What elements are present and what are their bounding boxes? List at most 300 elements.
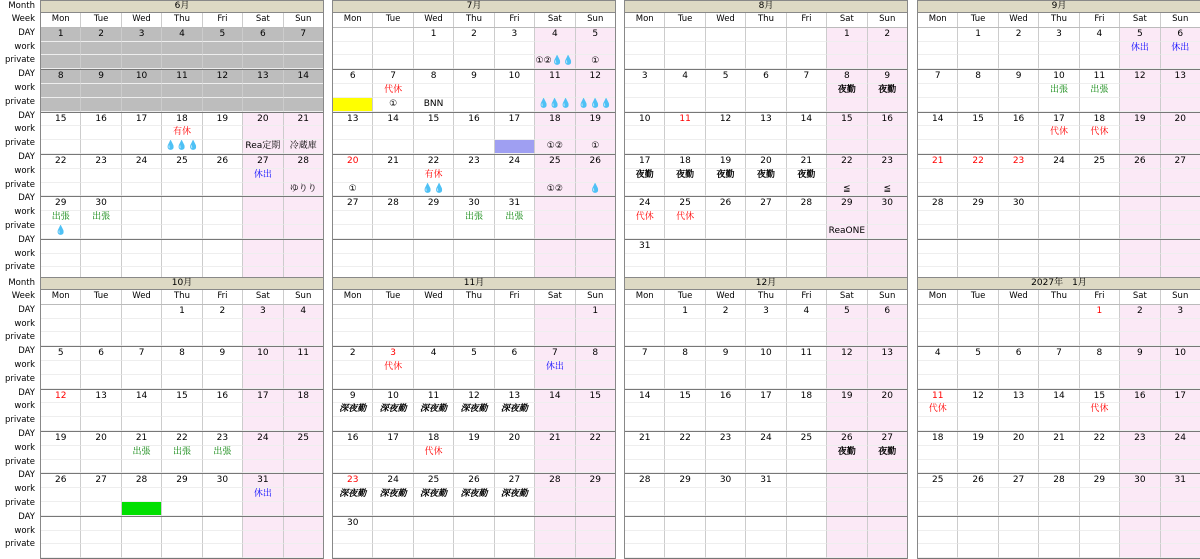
day-number: 28 (122, 474, 162, 488)
work-cell (706, 126, 746, 140)
day-number (284, 474, 323, 488)
private-cell (333, 332, 373, 346)
label-work: work (14, 165, 35, 176)
week-row-work (918, 42, 1200, 56)
day-number (284, 240, 323, 254)
work-cell: 出張 (162, 446, 202, 460)
work-cell: 有休 (162, 126, 202, 140)
day-number (1039, 197, 1079, 211)
private-cell (706, 140, 746, 154)
private-cell (162, 183, 202, 197)
private-cell (203, 417, 243, 431)
day-number: 12 (827, 347, 867, 361)
private-cell (535, 544, 575, 558)
private-cell (787, 140, 827, 154)
work-cell (999, 169, 1039, 183)
day-number: 3 (373, 347, 413, 361)
day-number: 11 (918, 390, 958, 404)
work-cell (243, 126, 283, 140)
work-cell (787, 126, 827, 140)
work-cell (1161, 84, 1200, 98)
empty-cell (454, 240, 494, 254)
week-row-private (625, 332, 907, 346)
day-number: 30 (706, 474, 746, 488)
work-cell (1120, 211, 1160, 225)
private-cell (162, 55, 202, 69)
day-number: 8 (162, 347, 202, 361)
work-cell (162, 42, 202, 56)
work-cell (576, 211, 615, 225)
label-work: work (14, 401, 35, 412)
day-number: 29 (162, 474, 202, 488)
day-number: 25 (787, 432, 827, 446)
week-row-work (918, 446, 1200, 460)
day-number: 19 (203, 113, 243, 127)
day-number: 8 (665, 347, 705, 361)
work-cell (625, 84, 665, 98)
private-cell (1080, 55, 1120, 69)
month-block (332, 277, 616, 559)
empty-cell (706, 517, 746, 531)
work-cell (203, 84, 243, 98)
work-cell (162, 488, 202, 502)
private-cell (373, 502, 413, 516)
day-number (1039, 305, 1079, 319)
day-number (333, 305, 373, 319)
work-cell (868, 42, 907, 56)
private-cell (918, 502, 958, 516)
week-row-days (625, 155, 907, 169)
work-cell (999, 211, 1039, 225)
empty-cell (918, 531, 958, 545)
week-row-days (333, 305, 615, 319)
week-row-days (918, 28, 1200, 42)
day-number: 8 (958, 70, 998, 84)
day-number: 23 (203, 432, 243, 446)
weekday-mon: Mon (41, 290, 81, 304)
private-cell (495, 544, 535, 558)
day-number: 19 (41, 432, 81, 446)
day-number: 2 (333, 347, 373, 361)
day-number: 3 (122, 28, 162, 42)
day-number: 15 (665, 390, 705, 404)
private-cell (535, 375, 575, 389)
day-number: 6 (1161, 28, 1200, 42)
weekday-tue: Tue (373, 290, 413, 304)
work-cell (333, 531, 373, 545)
work-cell (868, 211, 907, 225)
month-block (917, 0, 1200, 282)
private-cell (665, 183, 705, 197)
day-number: 21 (535, 432, 575, 446)
empty-cell (373, 254, 413, 268)
private-cell: ≦ (868, 183, 907, 197)
work-cell (827, 403, 867, 417)
work-cell: 出張 (495, 211, 535, 225)
work-cell (918, 319, 958, 333)
private-cell (414, 544, 454, 558)
day-number: 25 (1080, 155, 1120, 169)
private-cell: ①② (535, 140, 575, 154)
work-cell (576, 84, 615, 98)
empty-cell (787, 531, 827, 545)
week-row-work (918, 211, 1200, 225)
day-number: 3 (243, 305, 283, 319)
week-row-days (625, 70, 907, 84)
private-cell (81, 375, 121, 389)
private-cell (827, 55, 867, 69)
private-cell (333, 417, 373, 431)
work-cell (665, 319, 705, 333)
work-cell (625, 403, 665, 417)
work-cell: 夜勤 (787, 169, 827, 183)
private-cell (958, 460, 998, 474)
day-number: 28 (373, 197, 413, 211)
day-number (454, 305, 494, 319)
work-cell (746, 42, 786, 56)
work-cell (1161, 319, 1200, 333)
day-number (122, 305, 162, 319)
work-cell (1161, 446, 1200, 460)
day-number: 11 (665, 113, 705, 127)
week-block (625, 347, 907, 389)
private-cell (122, 417, 162, 431)
work-cell (333, 42, 373, 56)
week-block (625, 70, 907, 112)
week-row-work (918, 84, 1200, 98)
week-row-private (918, 225, 1200, 239)
day-number: 30 (454, 197, 494, 211)
label-work: work (14, 124, 35, 135)
work-cell (827, 488, 867, 502)
work-cell (81, 126, 121, 140)
work-cell (868, 126, 907, 140)
day-number: 1 (162, 305, 202, 319)
week-row-days (625, 432, 907, 446)
day-number (373, 305, 413, 319)
work-cell (999, 42, 1039, 56)
empty-cell (495, 254, 535, 268)
day-number: 11 (535, 70, 575, 84)
day-number: 13 (868, 347, 907, 361)
weekday-wed: Wed (706, 290, 746, 304)
day-number (827, 240, 867, 254)
week-row-days (41, 347, 323, 361)
label-work: work (14, 318, 35, 329)
private-cell (1080, 417, 1120, 431)
empty-cell (706, 531, 746, 545)
empty-cell (1080, 240, 1120, 254)
work-cell (333, 319, 373, 333)
private-cell (868, 502, 907, 516)
private-cell (1120, 140, 1160, 154)
work-cell (1039, 403, 1079, 417)
week-block (625, 155, 907, 197)
day-number: 18 (787, 390, 827, 404)
week-row-work (41, 254, 323, 268)
day-number: 31 (625, 240, 665, 254)
work-cell (625, 42, 665, 56)
day-number: 27 (1161, 155, 1200, 169)
private-cell (122, 98, 162, 112)
work-cell: 出張 (122, 446, 162, 460)
work-cell (1080, 446, 1120, 460)
day-number: 17 (625, 155, 665, 169)
day-number: 13 (243, 70, 283, 84)
work-cell (1039, 42, 1079, 56)
work-cell (122, 126, 162, 140)
private-cell (576, 502, 615, 516)
private-cell (625, 55, 665, 69)
work-cell (373, 531, 413, 545)
private-cell (454, 225, 494, 239)
private-cell (454, 55, 494, 69)
month-block (40, 277, 324, 559)
weekday-sun: Sun (295, 291, 312, 301)
empty-cell (162, 531, 202, 545)
week-row-days (918, 155, 1200, 169)
day-number: 23 (1120, 432, 1160, 446)
private-cell (827, 332, 867, 346)
work-cell: 深夜勤 (333, 488, 373, 502)
private-cell (81, 460, 121, 474)
day-number: 6 (495, 347, 535, 361)
day-number: 2 (868, 28, 907, 42)
work-cell (746, 319, 786, 333)
day-number: 9 (203, 347, 243, 361)
work-cell (958, 403, 998, 417)
month-title: 2027年 1月 (918, 277, 1200, 290)
work-cell (203, 169, 243, 183)
private-cell (706, 502, 746, 516)
day-number: 17 (243, 390, 283, 404)
week-block (918, 432, 1200, 474)
day-number: 20 (243, 113, 283, 127)
work-cell (868, 361, 907, 375)
week-row-work (333, 361, 615, 375)
day-number: 30 (203, 474, 243, 488)
week-row-days (333, 432, 615, 446)
work-cell (122, 42, 162, 56)
work-cell (414, 42, 454, 56)
work-cell: 休出 (243, 169, 283, 183)
day-number: 17 (1039, 113, 1079, 127)
work-cell: 出張 (1039, 84, 1079, 98)
weekday-sun: Sun (295, 14, 312, 24)
private-cell (535, 460, 575, 474)
week-row-private (333, 460, 615, 474)
week-row-work (625, 403, 907, 417)
week-block (41, 347, 323, 389)
week-row-private (918, 98, 1200, 112)
work-cell (203, 488, 243, 502)
week-row-work (625, 42, 907, 56)
private-cell (454, 544, 494, 558)
private-cell (414, 140, 454, 154)
label-day: DAY (18, 387, 35, 398)
weekday-wed: Wed (999, 13, 1039, 27)
private-cell: ① (373, 98, 413, 112)
week-row-days (333, 474, 615, 488)
private-cell (41, 375, 81, 389)
work-cell (827, 211, 867, 225)
day-number: 1 (958, 28, 998, 42)
work-cell: 出張 (1080, 84, 1120, 98)
week-row-days (918, 113, 1200, 127)
day-number: 4 (665, 70, 705, 84)
private-cell (81, 332, 121, 346)
day-number (284, 197, 323, 211)
private-cell (333, 140, 373, 154)
weekday-thu: Thu (1039, 290, 1079, 304)
day-number: 13 (746, 113, 786, 127)
work-cell: 代休 (918, 403, 958, 417)
weekday-wed: Wed (414, 290, 454, 304)
week-block (333, 432, 615, 474)
label-day: DAY (18, 511, 35, 522)
label-private: private (4, 373, 35, 384)
work-cell (243, 403, 283, 417)
week-block-empty (918, 517, 1200, 559)
weekday-mon: Mon (918, 290, 958, 304)
week-row-days (333, 347, 615, 361)
week-row-private (41, 98, 323, 112)
week-row-empty (918, 531, 1200, 545)
empty-cell (918, 544, 958, 558)
week-row-days (41, 197, 323, 211)
work-cell (535, 531, 575, 545)
work-cell (958, 488, 998, 502)
private-cell (787, 417, 827, 431)
empty-cell (868, 544, 907, 558)
empty-cell (787, 544, 827, 558)
private-cell (665, 332, 705, 346)
private-cell (625, 375, 665, 389)
week-row-days (41, 474, 323, 488)
day-number: 7 (535, 347, 575, 361)
private-cell (41, 98, 81, 112)
weekday-header (918, 290, 1200, 305)
work-cell (999, 126, 1039, 140)
day-number: 5 (827, 305, 867, 319)
day-number: 4 (787, 305, 827, 319)
week-row-days (41, 28, 323, 42)
week-row-work (918, 403, 1200, 417)
day-number: 29 (665, 474, 705, 488)
day-number: 21 (284, 113, 323, 127)
day-number: 10 (625, 113, 665, 127)
day-number (868, 240, 907, 254)
week-row-work (41, 403, 323, 417)
private-cell (868, 375, 907, 389)
day-number: 7 (625, 347, 665, 361)
work-cell (1039, 361, 1079, 375)
day-number: 6 (243, 28, 283, 42)
work-cell (81, 254, 121, 268)
week-row-private (625, 460, 907, 474)
day-number: 4 (1080, 28, 1120, 42)
private-cell (1161, 375, 1200, 389)
day-number: 4 (535, 28, 575, 42)
work-cell (454, 446, 494, 460)
private-cell (495, 183, 535, 197)
work-cell (284, 42, 323, 56)
week-row-days (333, 70, 615, 84)
work-cell (827, 126, 867, 140)
day-number: 16 (868, 113, 907, 127)
day-number: 19 (958, 432, 998, 446)
work-cell (576, 488, 615, 502)
week-block (918, 305, 1200, 347)
private-cell (1039, 332, 1079, 346)
private-cell (41, 417, 81, 431)
private-cell (868, 417, 907, 431)
day-number (999, 305, 1039, 319)
private-cell (41, 332, 81, 346)
day-number: 10 (1039, 70, 1079, 84)
private-cell (414, 460, 454, 474)
day-number: 29 (576, 474, 615, 488)
weekday-fri: Fri (1080, 13, 1120, 27)
private-cell (1080, 332, 1120, 346)
private-cell (918, 460, 958, 474)
private-cell (373, 544, 413, 558)
private-cell (454, 140, 494, 154)
week-block (333, 197, 615, 239)
week-row-private (41, 460, 323, 474)
empty-cell (41, 517, 81, 531)
day-number: 2 (454, 28, 494, 42)
work-cell (827, 319, 867, 333)
work-cell (999, 84, 1039, 98)
weekday-thu: Thu (454, 290, 494, 304)
week-row-days (333, 390, 615, 404)
week-row-private (625, 55, 907, 69)
week-block (41, 432, 323, 474)
work-cell (373, 169, 413, 183)
work-cell (284, 403, 323, 417)
work-cell: 代休 (1039, 126, 1079, 140)
empty-cell (243, 544, 283, 558)
day-number: 17 (746, 390, 786, 404)
empty-cell (203, 517, 243, 531)
work-cell (999, 403, 1039, 417)
day-number: 18 (414, 432, 454, 446)
work-cell (41, 488, 81, 502)
work-cell (787, 42, 827, 56)
work-cell (81, 403, 121, 417)
work-cell (243, 254, 283, 268)
week-row-private (333, 183, 615, 197)
day-number: 3 (495, 28, 535, 42)
day-number: 25 (162, 155, 202, 169)
day-number: 16 (706, 390, 746, 404)
work-cell (706, 84, 746, 98)
private-cell: ≦ (827, 183, 867, 197)
day-number: 6 (999, 347, 1039, 361)
private-cell (827, 98, 867, 112)
weekday-sun: Sun (879, 291, 896, 301)
empty-cell (958, 544, 998, 558)
work-cell (414, 84, 454, 98)
private-cell (958, 183, 998, 197)
empty-cell (81, 517, 121, 531)
private-cell (373, 183, 413, 197)
empty-cell (414, 254, 454, 268)
label-day: DAY (18, 428, 35, 439)
day-number: 20 (1161, 113, 1200, 127)
private-cell (122, 140, 162, 154)
